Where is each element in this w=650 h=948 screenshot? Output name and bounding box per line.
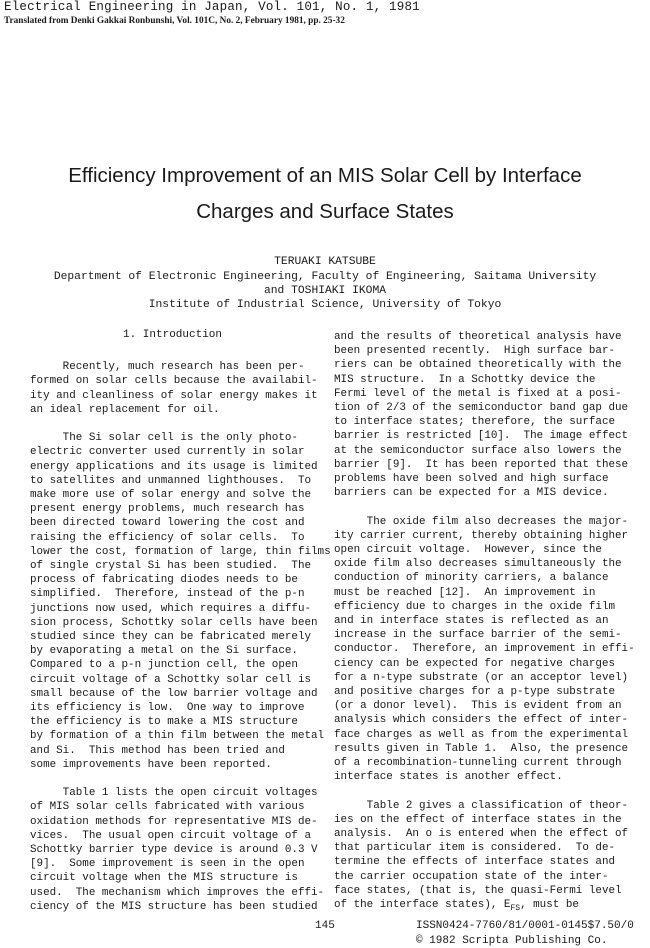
paper-title <box>0 158 650 230</box>
paragraph-text: , must be <box>520 899 579 912</box>
title-line-1: Efficiency Improvement of an MIS Solar Cell by Interface <box>68 164 582 187</box>
paragraph: Table 1 lists the open circuit voltages of MIS solar cells fabricated with various oxidation methods for representative MIS de- vices. The usual open circuit voltage of a Schottky barrier type device is around 0.3 V [9]. Some improvement is seen in the open circuit voltage when the MIS structure is used. The mechanism which improves the effi- ciency of the MIS structure has been studied <box>30 787 325 913</box>
title-line-2: Charges and Surface States <box>196 200 454 223</box>
section-heading: 1. Introduction <box>122 329 223 341</box>
author-name: TERUAKI KATSUBE <box>274 256 376 268</box>
left-column <box>30 346 331 914</box>
paragraph: and the results of theoretical analysis have been presented recently. High surface bar- riers can be obtained theoretically with the MIS structure. In a Schottky device the Fermi level of the metal is fixed at a posi- tion of 2/3 of the semiconductor band gap due to interface states; therefore, the surface barrier is restricted [10]. The image effect at the semiconductor surface also lowers the barrier [9]. It has been reported that these problems have been solved and high surface barriers can be expected for a MIS device. <box>334 331 629 500</box>
journal-citation: Electrical Engineering in Japan, Vol. 101, No. 1, 1981 <box>4 0 420 14</box>
paragraph <box>334 799 646 917</box>
author-affiliation: Institute of Industrial Science, University of Tokyo <box>148 299 502 311</box>
author-affiliation: Department of Electronic Engineering, Faculty of Engineering, Saitama University <box>53 271 597 283</box>
issn: ISSN0424-7760/81/0001-0145$7.50/0 <box>416 920 634 932</box>
page-number: 145 <box>315 920 335 932</box>
paragraph: The oxide film also decreases the major- ity carrier current, thereby obtaining higher open circuit voltage. However, since the oxide film also decreases simultaneously the conduction of minority carriers, a balance must be reached [12]. An improvement in efficiency due to charges in the oxide film and in interface states is reflected as an increase in the surface barrier of the semi- conductor. Therefore, an improvement in effi- ciency can be expected for negative charges for a n-type substrate (or an acceptor level) and positive charges for a p-type substrate (or a donor level). This is evident from an analysis which considers the effect of inter- face charges as well as from the experimental results given in Table 1. Also, the presence of a recombination-tunneling current through interface states is another effect. <box>334 515 635 784</box>
right-column <box>334 330 646 916</box>
copyright: © 1982 Scripta Publishing Co. <box>416 935 608 947</box>
paragraph-text: Table 2 gives a classification of theor- ies on the effect of interface states in the analysis. An o is entered when the effect of that particular item is considered. To de- termine the effects of interface states and the carrier occupation state of the inter- face states, (that is, the quasi-Fermi level of the interface states), E <box>334 799 629 912</box>
paragraph: The Si solar cell is the only photo- electric converter used currently in solar energy applications and its usage is limited to satellites and unmanned lighthouses. To make more use of solar energy and solve the present energy problems, much research has been directed toward lowering the cost and raising the efficiency of solar cells. To lower the cost, formation of large, thin films of single crystal Si has been studied. The process of fabricating diodes needs to be simplified. Therefore, instead of the p-n junctions now used, which requires a diffu- sion process, Schottky solar cells have been studied since they can be fabricated merely by evaporating a metal on the Si surface. Compared to a p-n junction cell, the open circuit voltage of a Schottky solar cell is small because of the low barrier voltage and its efficiency is low. One way to improve the efficiency is to make a MIS structure by formation of a thin film between the metal and Si. This method has been tried and some improvements have been reported. <box>30 432 331 771</box>
paragraph: Recently, much research has been per- formed on solar cells because the availabil- ity and cleanliness of solar energy makes it an ideal replacement for oil. <box>30 361 318 416</box>
subscript: FS <box>510 904 521 914</box>
author-name: and TOSHIAKI IKOMA <box>263 285 387 297</box>
translation-source: Translated from Denki Gakkai Ronbunshi, Vol. 101C, No. 2, February 1981, pp. 25-32 <box>4 16 345 26</box>
